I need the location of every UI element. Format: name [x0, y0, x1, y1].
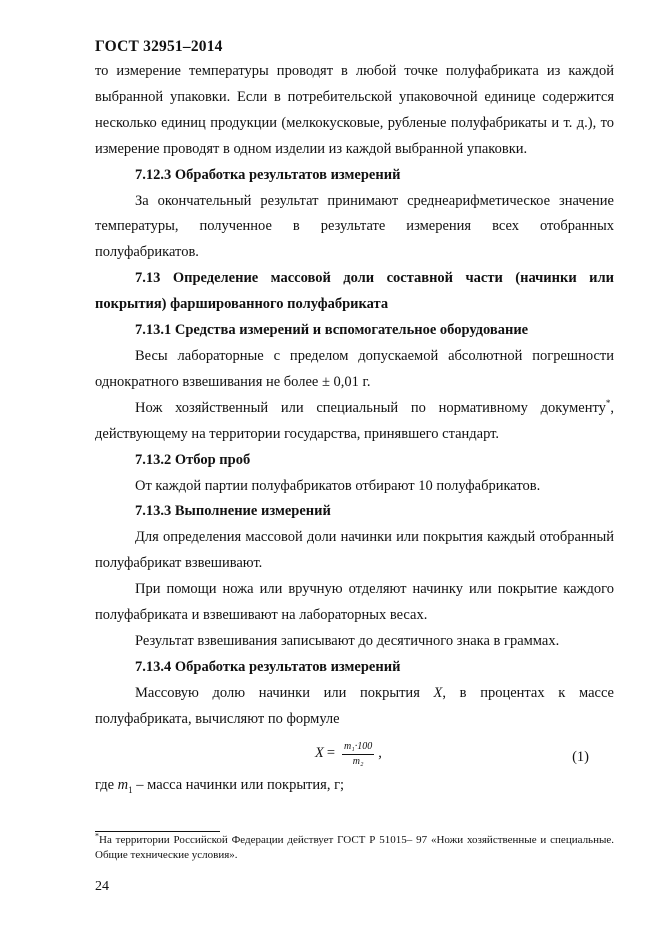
paragraph-mass-fraction: Массовую долю начинки или покрытия X, в процентах к массе полуфабриката, вычисляют по формуле [95, 684, 614, 727]
heading-7-13-4: 7.13.4 Обработка результатов измерений [135, 658, 401, 675]
footnote-text: На территории Российской Федерации действует ГОСТ Р 51015– 97 «Ножи хозяйственные и специальные. Общие технические условия». [95, 834, 614, 861]
footnote-mark: * [95, 831, 99, 841]
page-number: 24 [95, 879, 109, 894]
paragraph-knife [95, 396, 614, 448]
variable-m-subscript: 1 [128, 784, 133, 795]
formula-1 [95, 735, 614, 773]
paragraph-final-result: За окончательный результат принимают среднеарифметическое значение температуры, полученное в результате измерения всех отобранных полуфабрикатов. [95, 192, 614, 261]
paragraph-sampling: От каждой партии полуфабрикатов отбирают 10 полуфабрикатов. [135, 477, 541, 494]
footnote-ref-mark: * [605, 397, 611, 408]
paragraph-scales: Весы лабораторные с пределом допускаемой абсолютной погрешности однократного взвешивания не более ± 0,01 г. [95, 347, 614, 390]
heading-7-13-2: 7.13.2 Отбор проб [135, 451, 251, 468]
knife-text-tail: , действующему на территории государства, принявшего стандарт. [95, 399, 614, 442]
variable-m: m [117, 776, 129, 793]
formula-lhs: X [315, 745, 324, 762]
heading-7-13-3: 7.13.3 Выполнение измерений [135, 503, 331, 520]
heading-7-12-3: 7.12.3 Обработка результатов измерений [135, 166, 401, 183]
variable-x: X [433, 684, 443, 701]
formula-denominator: m₂ [352, 755, 364, 767]
formula-comma: , [378, 745, 382, 762]
footnote-separator [95, 831, 220, 832]
formula-fraction [342, 741, 374, 768]
body-text [95, 59, 614, 798]
paragraph-separation: При помощи ножа или вручную отделяют начинку или покрытие каждого полуфабриката и взвешивают на лабораторных весах. [95, 581, 614, 624]
heading-7-13: 7.13 Определение массовой доли составной части (начинки или покрытия) фаршированного полуфабриката [95, 270, 614, 313]
knife-text: Нож хозяйственный или специальный по нормативному документу [135, 399, 606, 416]
standard-header: ГОСТ 32951–2014 [95, 38, 223, 55]
heading-7-13-1: 7.13.1 Средства измерений и вспомогательное оборудование [135, 322, 529, 339]
formula-numerator: m₁·100 [342, 741, 374, 755]
formula-equals: = [326, 745, 336, 762]
paragraph-where: где $m_1$ – масса начинки или покрытия, г; [95, 776, 345, 795]
formula-expression [315, 741, 382, 768]
footnote [95, 833, 614, 863]
paragraph-recording: Результат взвешивания записывают до десятичного знака в граммах. [135, 632, 560, 649]
formula-number: (1) [572, 748, 589, 765]
paragraph-weighing: Для определения массовой доли начинки или покрытия каждый отобранный полуфабрикат взвешивают. [95, 529, 614, 572]
paragraph-temperature-measurement: то измерение температуры проводят в любой точке полуфабриката из каждой выбранной упаковки. Если в потребительской упаковочной единице содержится несколько единиц продукции (мелкокусковые, рубленые полуфабрикаты и т. д.), то измерение проводят в одном изделии из каждой выбранной упаковки. [95, 63, 614, 157]
